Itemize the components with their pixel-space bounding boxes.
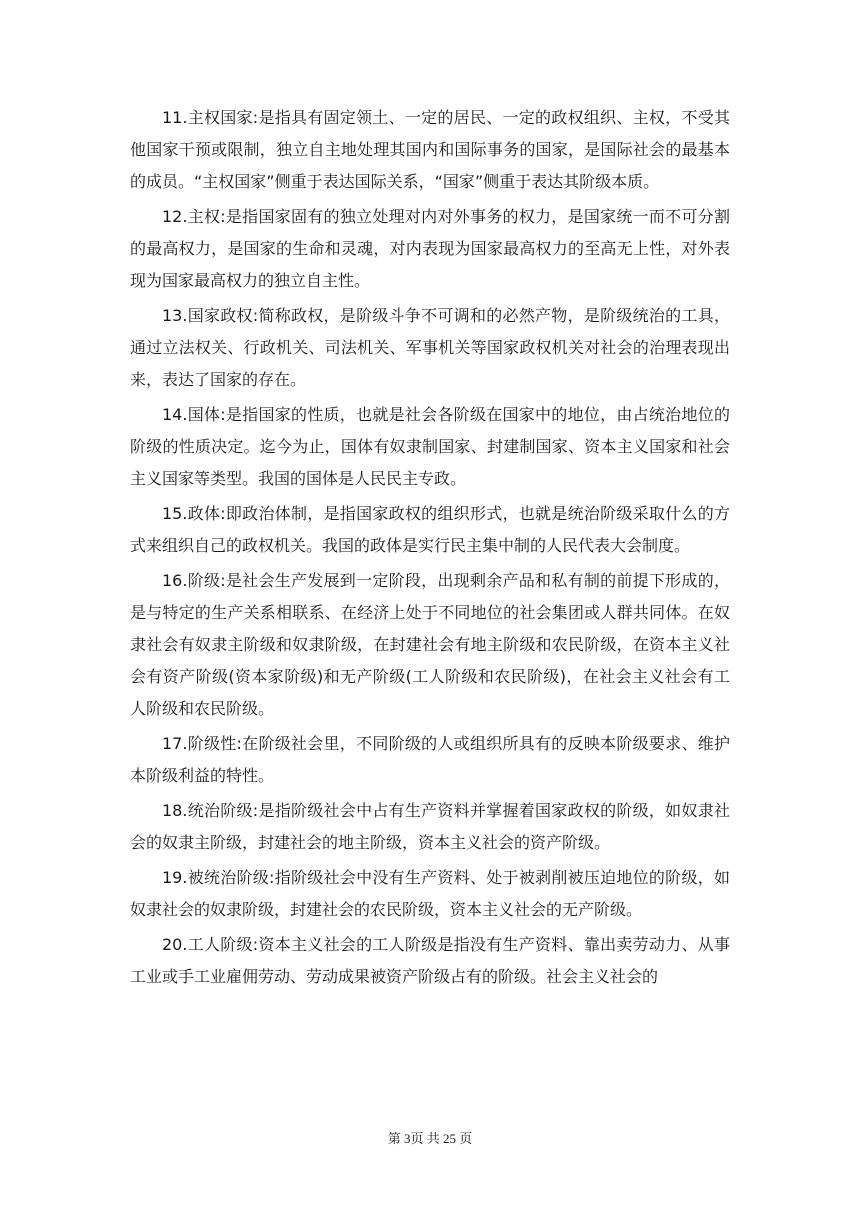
paragraph-20: 20.工人阶级:资本主义社会的工人阶级是指没有生产资料、靠出卖劳动力、从事工业或手工业雇佣劳动、劳动成果被资产阶级占有的阶级。社会主义社会的 [130,935,730,986]
paragraph-11: 11.主权国家:是指具有固定领土、一定的居民、一定的政权组织、主权，不受其他国家干预或限制，独立自主地处理其国内和国际事务的国家，是国际社会的最基本的成员。“主权国家”侧重于表达国际关系，“国家”侧重于表达其阶级本质。 [130,108,730,191]
document-body [130,102,730,996]
paragraph-17: 17.阶级性:在阶级社会里，不同阶级的人或组织所具有的反映本阶级要求、维护本阶级利益的特性。 [130,734,730,785]
paragraph-18: 18.统治阶级:是指阶级社会中占有生产资料并掌握着国家政权的阶级，如奴隶社会的奴隶主阶级，封建社会的地主阶级，资本主义社会的资产阶级。 [130,801,730,852]
paragraph-16: 16.阶级:是社会生产发展到一定阶段，出现剩余产品和私有制的前提下形成的，是与特定的生产关系相联系、在经济上处于不同地位的社会集团或人群共同体。在奴隶社会有奴隶主阶级和奴隶阶级，在封建社会有地主阶级和农民阶级，在资本主义社会有资产阶级(资本家阶级)和无产阶级(工人阶级和农民阶级)，在社会主义社会有工人阶级和农民阶级。 [130,571,730,718]
paragraph-14: 14.国体:是指国家的性质，也就是社会各阶级在国家中的地位，由占统治地位的阶级的性质决定。迄今为止，国体有奴隶制国家、封建制国家、资本主义国家和社会主义国家等类型。我国的国体是人民民主专政。 [130,405,730,488]
page-number-footer: 第 3页 共 25 页 [387,1131,473,1146]
paragraph-19: 19.被统治阶级:指阶级社会中没有生产资料、处于被剥削被压迫地位的阶级，如奴隶社会的奴隶阶级，封建社会的农民阶级，资本主义社会的无产阶级。 [130,868,730,919]
paragraph-13: 13.国家政权:简称政权，是阶级斗争不可调和的必然产物，是阶级统治的工具，通过立法权关、行政机关、司法机关、军事机关等国家政权机关对社会的治理表现出来，表达了国家的存在。 [130,306,730,389]
paragraph-12: 12.主权:是指国家固有的独立处理对内对外事务的权力，是国家统一而不可分割的最高权力，是国家的生命和灵魂，对内表现为国家最高权力的至高无上性，对外表现为国家最高权力的独立自主性。 [130,207,730,290]
paragraph-15: 15.政体:即政治体制，是指国家政权的组织形式，也就是统治阶级采取什么的方式来组织自己的政权机关。我国的政体是实行民主集中制的人民代表大会制度。 [130,504,730,555]
